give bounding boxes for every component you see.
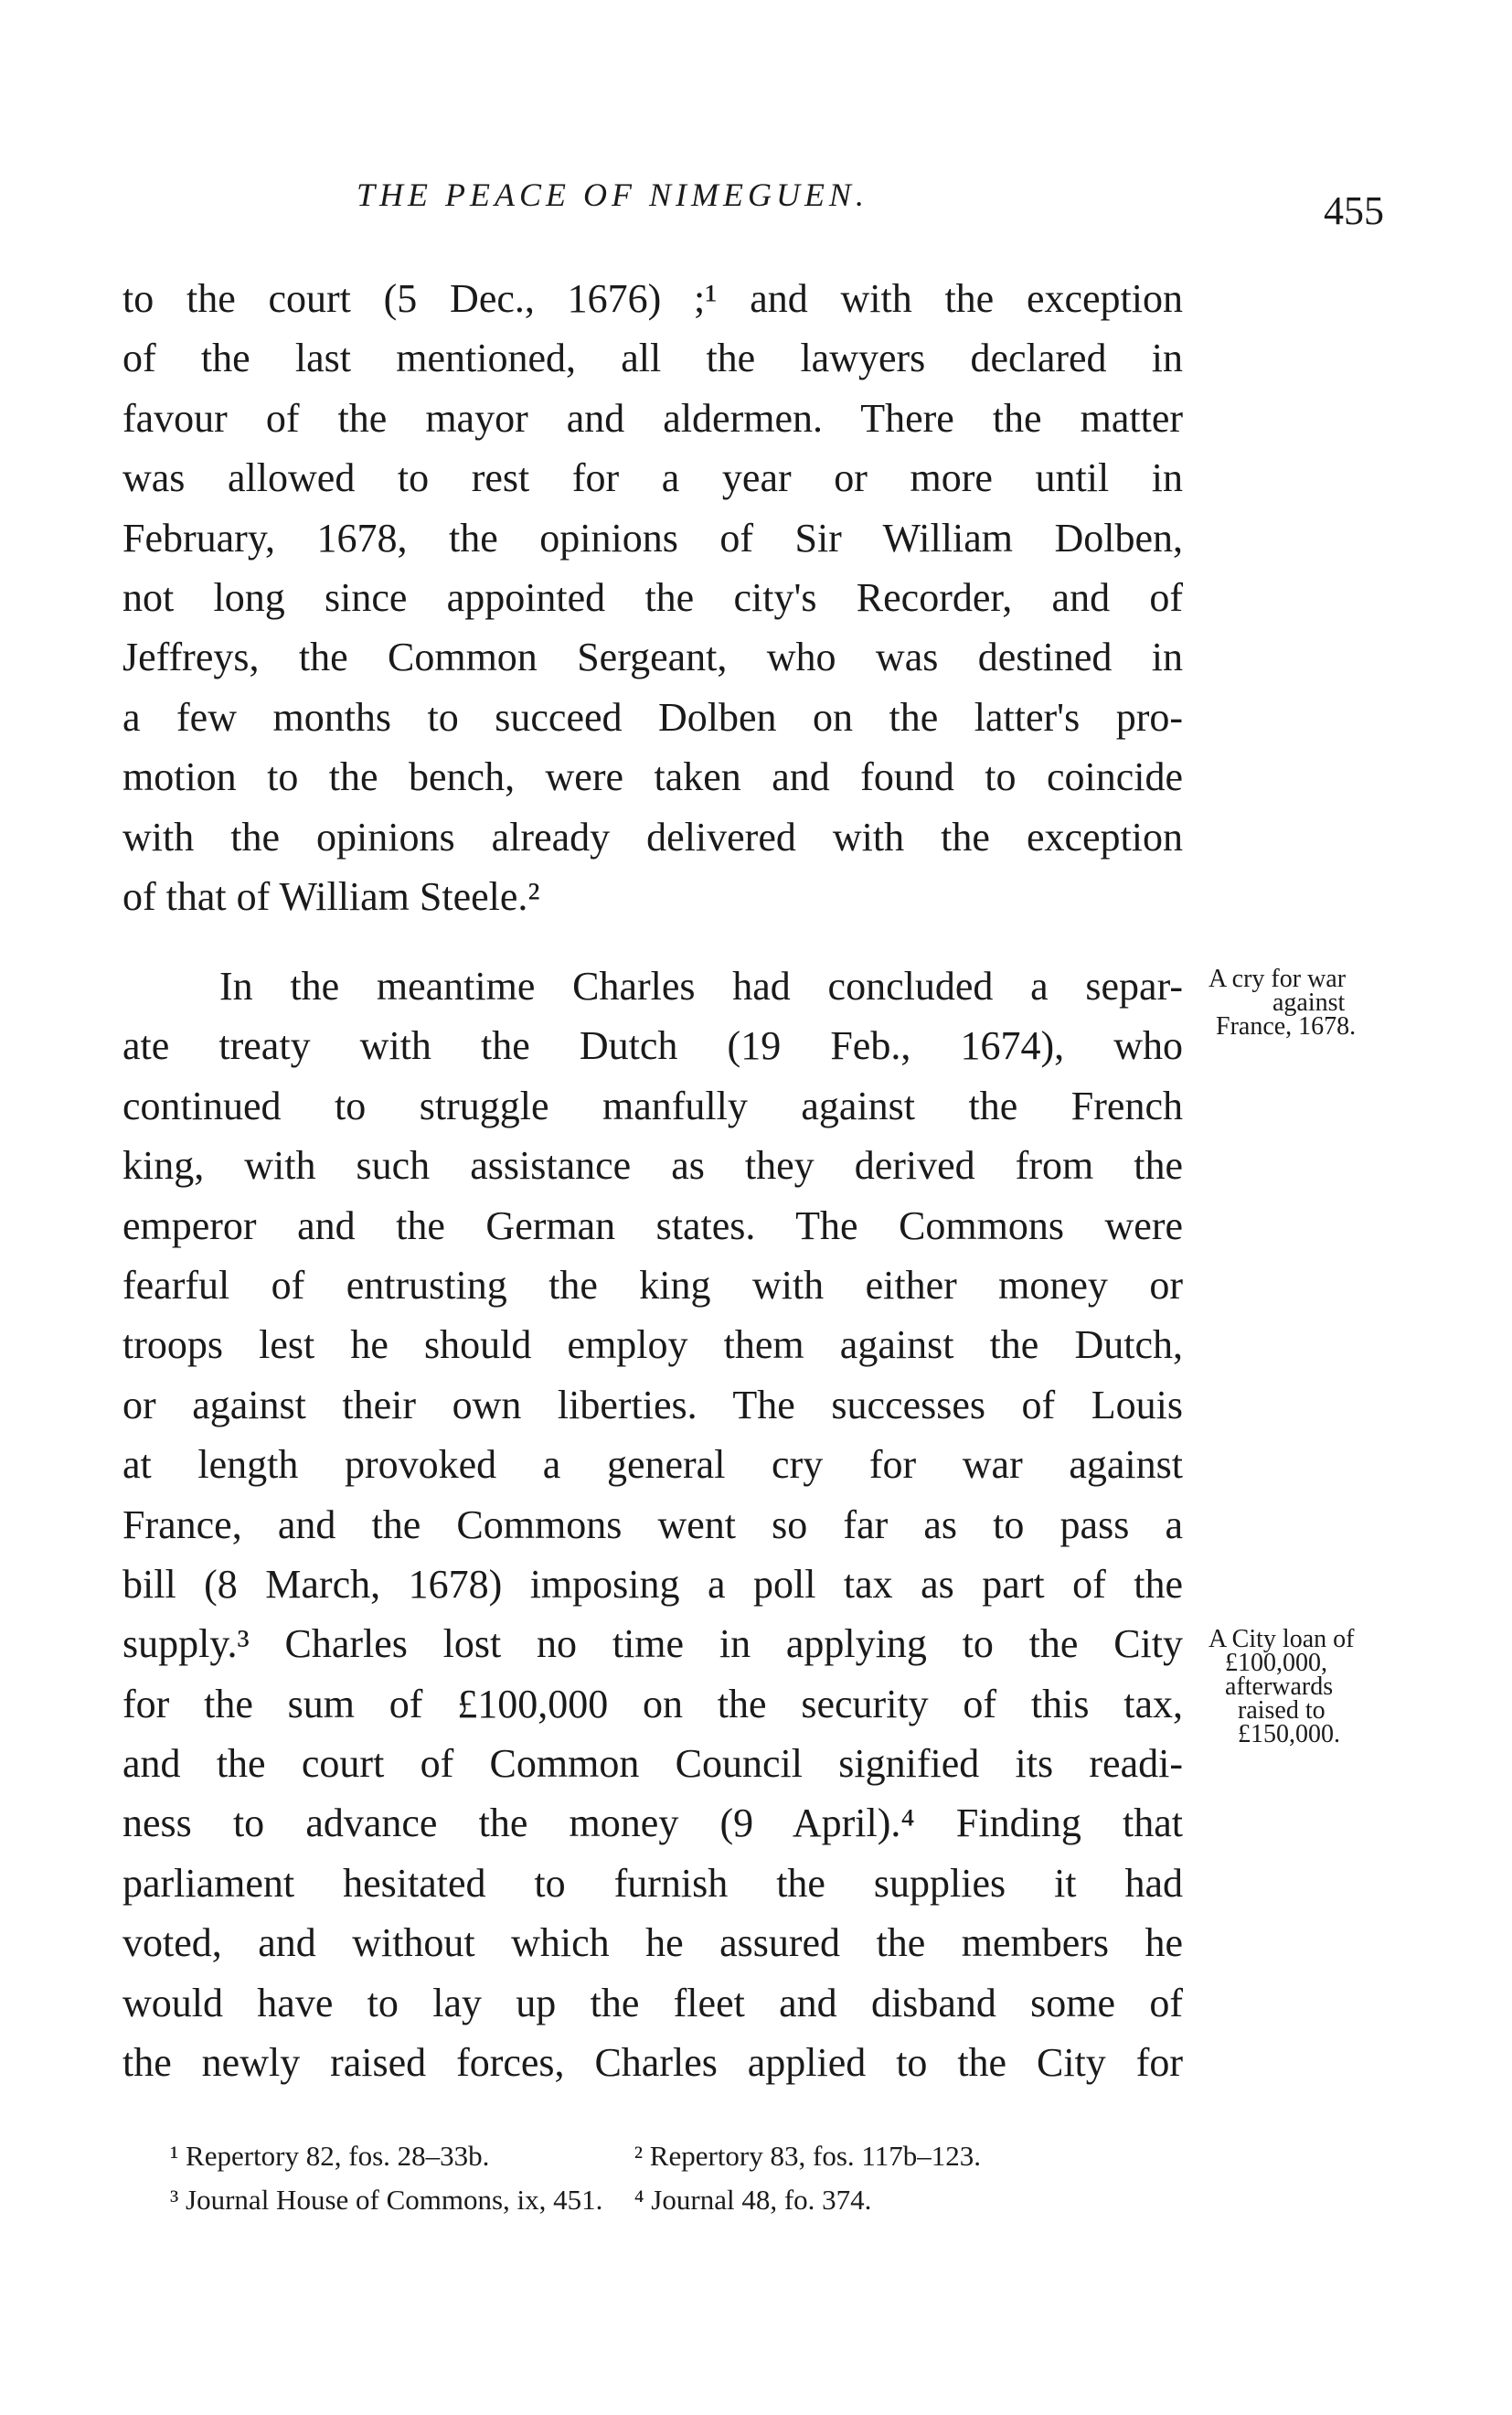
- side-note-line: £100,000,: [1225, 1649, 1327, 1677]
- footnote-1: ¹ Repertory 82, fos. 28–33b.: [170, 2140, 490, 2172]
- text-line: of the last mentioned, all the lawyers declared in: [122, 336, 1183, 381]
- text-line: France, and the Commons went so far as to pass a: [122, 1501, 1183, 1547]
- paragraph-1: [122, 269, 1183, 926]
- text-line: ness to advance the money (9 April).⁴ Finding that: [122, 1801, 1183, 1846]
- text-line: fearful of entrusting the king with either money or: [122, 1262, 1183, 1308]
- text-line: ate treaty with the Dutch (19 Feb., 1674), who: [122, 1023, 1183, 1069]
- text-line: parliament hesitated to furnish the supplies it had: [122, 1860, 1183, 1906]
- side-note-line: £150,000.: [1238, 1720, 1340, 1748]
- text-line: motion to the bench, were taken and found to coincide: [122, 754, 1183, 800]
- text-line: In the meantime Charles had concluded a separ-: [219, 964, 1183, 1009]
- footnote-row: [170, 2134, 981, 2178]
- text-line: supply.³ Charles lost no time in applying to the City: [122, 1621, 1183, 1667]
- text-line: of that of William Steele.²: [122, 873, 540, 919]
- text-line: February, 1678, the opinions of Sir William Dolben,: [122, 515, 1183, 561]
- text-line: was allowed to rest for a year or more until in: [122, 455, 1183, 501]
- text-line: with the opinions already delivered with the exception: [122, 814, 1183, 860]
- text-line: not long since appointed the city's Recorder, and of: [122, 574, 1183, 620]
- text-line: emperor and the German states. The Commons were: [122, 1202, 1183, 1248]
- side-note-line: A City loan of: [1209, 1625, 1355, 1653]
- text-line: king, with such assistance as they derived from the: [122, 1143, 1183, 1189]
- running-head: THE PEACE OF NIMEGUEN.: [357, 176, 868, 213]
- text-line: favour of the mayor and aldermen. There the matter: [122, 395, 1183, 441]
- side-note-city-loan: [1209, 1625, 1483, 1748]
- side-note-cry-for-war: [1209, 967, 1483, 1039]
- text-line: to the court (5 Dec., 1676) ;¹ and with the exception: [122, 276, 1183, 321]
- text-line: would have to lay up the fleet and disband some of: [122, 1980, 1183, 2025]
- side-note-line: raised to: [1238, 1696, 1326, 1725]
- side-note-line: A cry for war: [1209, 965, 1347, 993]
- text-line: or against their own liberties. The successes of Louis: [122, 1382, 1183, 1427]
- text-line: a few months to succeed Dolben on the latter's pro-: [122, 694, 1183, 740]
- text-line: at length provoked a general cry for war against: [122, 1442, 1183, 1488]
- footnotes: [170, 2134, 981, 2222]
- side-note-line: France, 1678.: [1216, 1012, 1357, 1041]
- side-note-line: afterwards: [1225, 1672, 1334, 1701]
- text-line: troops lest he should employ them against the Dutch,: [122, 1322, 1183, 1368]
- side-note-line: against: [1272, 988, 1346, 1017]
- text-line: continued to struggle manfully against the French: [122, 1083, 1183, 1128]
- text-line: voted, and without which he assured the members he: [122, 1920, 1183, 1966]
- footnote-row: [170, 2178, 981, 2222]
- text-line: for the sum of £100,000 on the security of this tax,: [122, 1681, 1183, 1726]
- text-line: Jeffreys, the Common Sergeant, who was destined in: [122, 635, 1183, 680]
- page-number: 455: [1324, 188, 1384, 233]
- text-line: the newly raised forces, Charles applied to the City for: [122, 2040, 1183, 2086]
- paragraph-2: [122, 956, 1183, 2092]
- footnote-2: ² Repertory 83, fos. 117b–123.: [634, 2140, 981, 2172]
- text-line: bill (8 March, 1678) imposing a poll tax as part of the: [122, 1561, 1183, 1607]
- footnote-3: ³ Journal House of Commons, ix, 451.: [170, 2184, 603, 2216]
- text-line: and the court of Common Council signified its readi-: [122, 1741, 1183, 1787]
- footnote-4: ⁴ Journal 48, fo. 374.: [634, 2184, 872, 2216]
